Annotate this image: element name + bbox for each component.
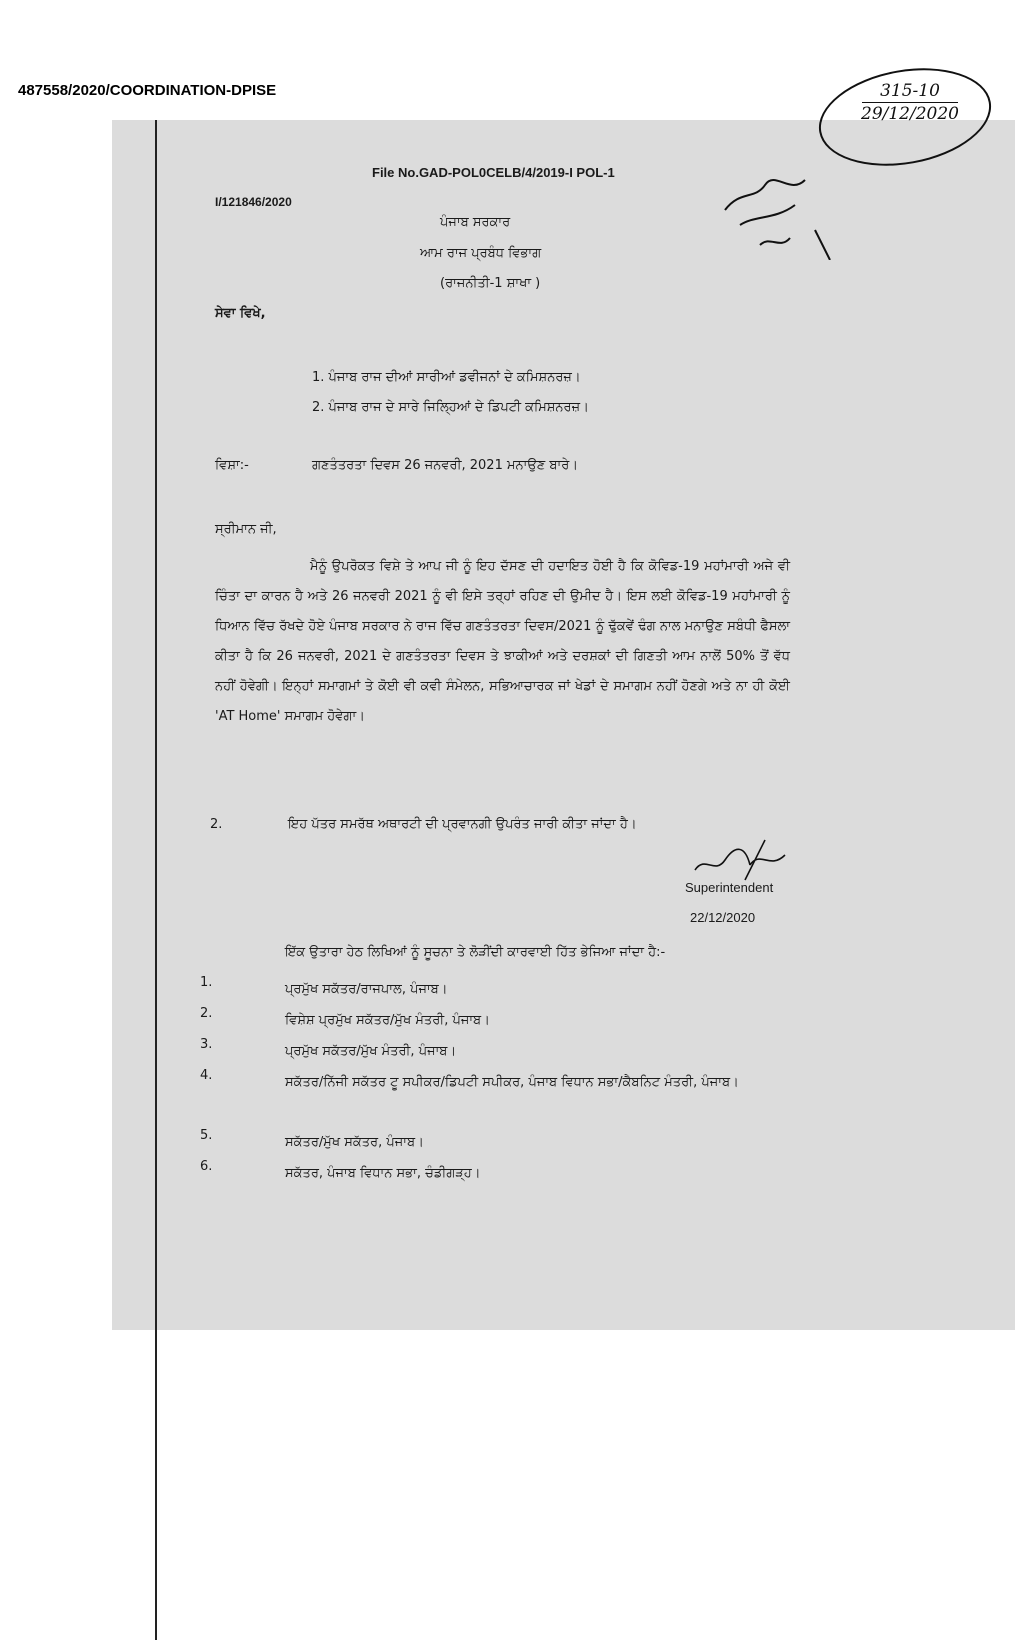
- scan-edge-line: [155, 120, 157, 1640]
- to-label: ਸੇਵਾ ਵਿਖੇ,: [215, 306, 266, 321]
- subject-text: ਗਣਤੰਤਰਤਾ ਦਿਵਸ 26 ਜਨਵਰੀ, 2021 ਮਨਾਉਣ ਬਾਰੇ।: [312, 458, 579, 473]
- paragraph-2-number: 2.: [210, 817, 223, 832]
- handwritten-note-line1: 315-10: [880, 81, 940, 101]
- copy-item-number: 6.: [200, 1159, 213, 1174]
- paragraph-2-text: ਇਹ ਪੱਤਰ ਸਮਰੱਥ ਅਥਾਰਟੀ ਦੀ ਪ੍ਰਵਾਨਗੀ ਉਪਰੰਤ ਜਾਰੀ ਕੀਤਾ ਜਾਂਦਾ ਹੈ।: [288, 817, 637, 832]
- copy-item-number: 4.: [200, 1068, 213, 1083]
- signature-date: 22/12/2020: [690, 910, 756, 925]
- addressee-1: 1. ਪੰਜਾਬ ਰਾਜ ਦੀਆਂ ਸਾਰੀਆਂ ਡਵੀਜਨਾਂ ਦੇ ਕਮਿਸ਼ਨਰਜ਼।: [312, 370, 581, 385]
- signatory-title: Superintendent: [685, 880, 774, 895]
- copy-item-number: 1.: [200, 975, 213, 990]
- reference-number: I/121846/2020: [215, 195, 292, 209]
- subject-label: ਵਿਸ਼ਾ:-: [215, 458, 249, 473]
- copy-item-number: 2.: [200, 1006, 213, 1021]
- government-name: ਪੰਜਾਬ ਸਰਕਾਰ: [440, 215, 511, 230]
- handwritten-note-line2: 29/12/2020: [861, 104, 959, 124]
- handwritten-signature-icon: [720, 170, 840, 260]
- salutation: ਸ੍ਰੀਮਾਨ ਜੀ,: [215, 522, 277, 537]
- copy-intro: ਇੱਕ ਉਤਾਰਾ ਹੇਠ ਲਿਖਿਆਂ ਨੂੰ ਸੂਚਨਾ ਤੇ ਲੋੜੀਂਦੀ ਕਾਰਵਾਈ ਹਿੱਤ ਭੇਜਿਆ ਜਾਂਦਾ ਹੈ:-: [285, 945, 666, 960]
- copy-item-text: ਵਿਸ਼ੇਸ਼ ਪ੍ਰਮੁੱਖ ਸਕੱਤਰ/ਮੁੱਖ ਮੰਤਰੀ, ਪੰਜਾਬ।: [285, 1013, 490, 1028]
- copy-item-text: ਸਕੱਤਰ, ਪੰਜਾਬ ਵਿਧਾਨ ਸਭਾ, ਚੰਡੀਗੜ੍ਹ।: [285, 1166, 481, 1181]
- diary-code: 487558/2020/COORDINATION-DPISE: [18, 82, 277, 99]
- addressee-2: 2. ਪੰਜਾਬ ਰਾਜ ਦੇ ਸਾਰੇ ਜਿਲ੍ਹਿਆਂ ਦੇ ਡਿਪਟੀ ਕਮਿਸ਼ਨਰਜ਼।: [312, 400, 589, 415]
- copy-item-text: ਸਕੱਤਰ/ਨਿੱਜੀ ਸਕੱਤਰ ਟੂ ਸਪੀਕਰ/ਡਿਪਟੀ ਸਪੀਕਰ, ਪੰਜਾਬ ਵਿਧਾਨ ਸਭਾ/ਕੈਬਨਿਟ ਮੰਤਰੀ, ਪੰਜਾਬ।: [285, 1075, 739, 1090]
- branch-name: (ਰਾਜਨੀਤੀ-1 ਸ਼ਾਖਾ ): [440, 276, 541, 291]
- file-number: File No.GAD-POL0CELB/4/2019-I POL-1: [372, 165, 615, 180]
- copy-item-number: 5.: [200, 1128, 213, 1143]
- signature-icon: [690, 835, 790, 885]
- copy-item-number: 3.: [200, 1037, 213, 1052]
- copy-item-text: ਸਕੱਤਰ/ਮੁੱਖ ਸਕੱਤਰ, ਪੰਜਾਬ।: [285, 1135, 424, 1150]
- handwritten-note: [850, 80, 970, 125]
- copy-item-text: ਪ੍ਰਮੁੱਖ ਸਕੱਤਰ/ਮੁੱਖ ਮੰਤਰੀ, ਪੰਜਾਬ।: [285, 1044, 457, 1059]
- body-paragraph: ਮੈਨੂੰ ਉਪਰੋਕਤ ਵਿਸ਼ੇ ਤੇ ਆਪ ਜੀ ਨੂੰ ਇਹ ਦੱਸਣ ਦੀ ਹਦਾਇਤ ਹੋਈ ਹੈ ਕਿ ਕੋਵਿਡ-19 ਮਹਾਂਮਾਰੀ ਅਜੇ ਵੀ ਚਿੰਤਾ ਦਾ ਕਾਰਨ ਹੈ ਅਤੇ 26 ਜਨਵਰੀ 2021 ਨੂੰ ਵੀ ਇਸੇ ਤਰ੍ਹਾਂ ਰਹਿਣ ਦੀ ਉਮੀਦ ਹੈ। ਇਸ ਲਈ ਕੋਵਿਡ-19 ਮਹਾਂਮਾਰੀ ਨੂੰ ਧਿਆਨ ਵਿੱਚ ਰੱਖਦੇ ਹੋਏ ਪੰਜਾਬ ਸਰਕਾਰ ਨੇ ਰਾਜ ਵਿੱਚ ਗਣਤੰਤਰਤਾ ਦਿਵਸ/2021 ਨੂੰ ਢੁੱਕਵੇਂ ਢੰਗ ਨਾਲ ਮਨਾਉਣ ਸਬੰਧੀ ਫੈਸਲਾ ਕੀਤਾ ਹੈ ਕਿ 26 ਜਨਵਰੀ, 2021 ਦੇ ਗਣਤੰਤਰਤਾ ਦਿਵਸ ਤੇ ਝਾਕੀਆਂ ਅਤੇ ਦਰਸ਼ਕਾਂ ਦੀ ਗਿਣਤੀ ਆਮ ਨਾਲੋਂ 50% ਤੋਂ ਵੱਧ ਨਹੀਂ ਹੋਵੇਗੀ। ਇਨ੍ਹਾਂ ਸਮਾਗਮਾਂ ਤੇ ਕੋਈ ਵੀ ਕਵੀ ਸੰਮੇਲਨ, ਸਭਿਆਚਾਰਕ ਜਾਂ ਖੇਡਾਂ ਦੇ ਸਮਾਗਮ ਨਹੀਂ ਹੋਣਗੇ ਅਤੇ ਨਾ ਹੀ ਕੋਈ 'AT Home' ਸਮਾਗਮ ਹੋਵੇਗਾ।: [215, 559, 790, 724]
- department-name: ਆਮ ਰਾਜ ਪ੍ਰਬੰਧ ਵਿਭਾਗ: [420, 246, 542, 261]
- copy-item-text: ਪ੍ਰਮੁੱਖ ਸਕੱਤਰ/ਰਾਜਪਾਲ, ਪੰਜਾਬ।: [285, 982, 448, 997]
